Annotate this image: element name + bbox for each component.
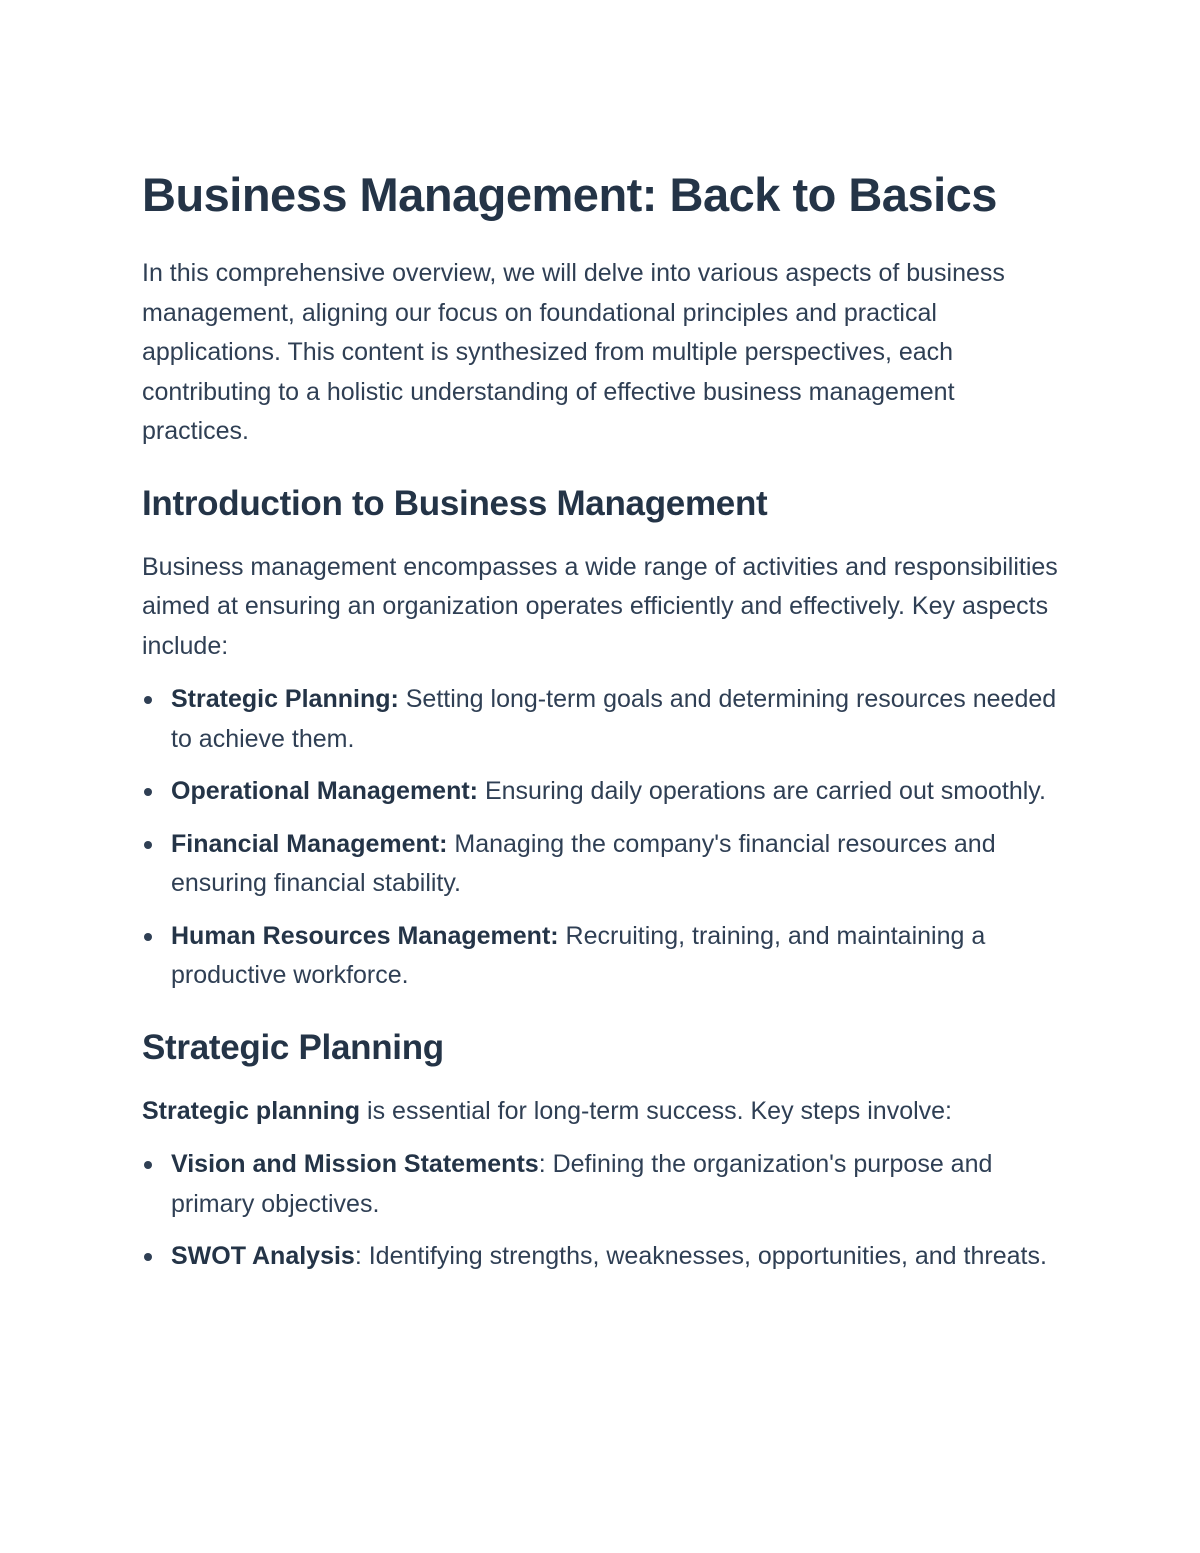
list-item <box>142 1237 1062 1277</box>
list-item <box>142 680 1062 759</box>
lead-text: is essential for long-term success. Key steps involve: <box>360 1096 953 1125</box>
bullet-icon <box>144 1253 152 1261</box>
list-item <box>142 1145 1062 1224</box>
bullet-icon <box>144 933 152 941</box>
item-term: Vision and Mission Statements <box>171 1150 539 1178</box>
item-term: Operational Management: <box>171 777 478 805</box>
lead-term: Strategic planning <box>142 1096 361 1125</box>
item-text: : Identifying strengths, weaknesses, opportunities, and threats. <box>354 1242 1047 1270</box>
list-item <box>142 917 1062 996</box>
list-item <box>142 825 1062 904</box>
document-title: Business Management: Back to Basics <box>142 168 997 221</box>
item-text: Setting long-term goals and determining resources needed to achieve them. <box>171 685 1057 753</box>
item-term: Strategic Planning: <box>171 685 399 713</box>
section-heading: Strategic Planning <box>142 1027 444 1067</box>
section-strategic-planning <box>142 1026 1062 1277</box>
bullet-icon <box>144 788 152 796</box>
bullet-icon <box>144 696 152 704</box>
bullet-icon <box>144 841 152 849</box>
item-term: Human Resources Management: <box>171 921 559 950</box>
bullet-icon <box>144 1161 152 1169</box>
item-text: Managing the company's financial resources and ensuring financial stability. <box>171 829 996 897</box>
item-text: Ensuring daily operations are carried out smoothly. <box>478 777 1046 805</box>
item-text: Recruiting, training, and maintaining a productive workforce. <box>171 921 986 989</box>
section-introduction <box>142 482 1062 996</box>
item-term: SWOT Analysis <box>171 1242 355 1270</box>
section-lead <box>142 1092 1062 1132</box>
section-heading: Introduction to Business Management <box>142 483 768 523</box>
intro-paragraph: In this comprehensive overview, we will delve into various aspects of business management, aligning our focus on foundational principles and practical applications. This content is synthesized from multiple perspectives, each contributing to a holistic understanding of effective business management practices. <box>142 259 1005 445</box>
section-lead: Business management encompasses a wide range of activities and responsibilities aimed at ensuring an organization operates efficiently and effectively. Key aspects include: <box>142 552 1058 660</box>
item-term: Financial Management: <box>171 829 448 858</box>
item-text: : Defining the organization's purpose and primary objectives. <box>171 1150 993 1218</box>
list-item <box>142 772 1062 812</box>
key-steps-list <box>142 1145 1062 1277</box>
key-aspects-list <box>142 680 1062 996</box>
document-page <box>142 166 1062 1307</box>
